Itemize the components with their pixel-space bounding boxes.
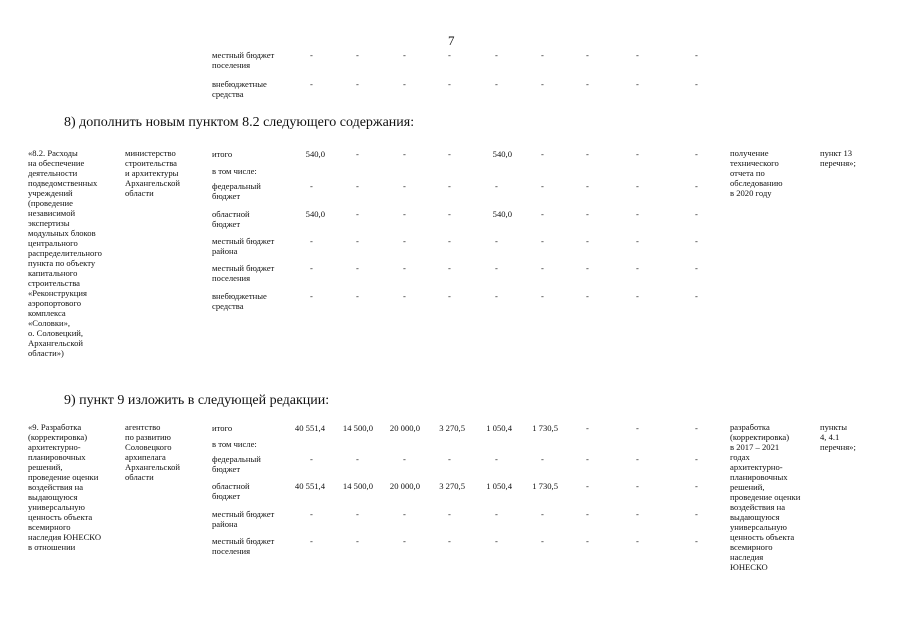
sec82-cell: 540,0	[305, 209, 325, 219]
sec82-cell: -	[403, 291, 406, 301]
sec82-cell: -	[695, 181, 698, 191]
sec9-cell: 20 000,0	[389, 481, 420, 491]
sec82-cell: -	[636, 291, 639, 301]
sec82-cell: -	[310, 291, 313, 301]
executor-8-2: министерство строительства и архитектуры Архангельской области	[125, 148, 180, 198]
sec9-cell: -	[636, 423, 639, 433]
sec82-cell: 540,0	[492, 209, 512, 219]
sec82-row-label: местный бюджет района	[212, 236, 275, 256]
sec9-cell: 20 000,0	[389, 423, 420, 433]
sec9-cell: -	[636, 454, 639, 464]
sec9-cell: -	[448, 536, 451, 546]
top-cell: -	[310, 50, 313, 60]
sec9-cell: -	[403, 509, 406, 519]
top-cell: -	[695, 50, 698, 60]
executor-9: агентство по развитию Соловецкого архипелага Архангельской области	[125, 422, 180, 482]
sec82-cell: 540,0	[305, 149, 325, 159]
sec82-cell: -	[695, 291, 698, 301]
top-cell: -	[636, 79, 639, 89]
sec9-cell: -	[356, 536, 359, 546]
sec82-cell: -	[448, 181, 451, 191]
sec9-cell: 40 551,4	[294, 481, 325, 491]
sec82-row-label: федеральный бюджет	[212, 181, 261, 201]
sec9-cell: -	[495, 454, 498, 464]
sec9-cell: 1 730,5	[532, 423, 558, 433]
sec9-row-label: федеральный бюджет	[212, 454, 261, 474]
page-number: 7	[448, 33, 455, 48]
sec9-cell: 40 551,4	[294, 423, 325, 433]
sec9-cell: -	[495, 509, 498, 519]
sec82-row-label: итого	[212, 149, 233, 159]
sec82-cell: -	[636, 263, 639, 273]
top-cell: -	[695, 79, 698, 89]
sec9-cell: -	[586, 509, 589, 519]
sec82-cell: -	[541, 209, 544, 219]
sec82-cell: 540,0	[492, 149, 512, 159]
sec82-cell: -	[541, 181, 544, 191]
sec82-cell: -	[448, 149, 451, 159]
heading-item-8: 8) дополнить новым пунктом 8.2 следующего содержания:	[64, 115, 415, 130]
sec9-cell: -	[695, 509, 698, 519]
top-cell: -	[403, 79, 406, 89]
measure-name-8-2: «8.2. Расходы на обеспечение деятельности подведомственных учреждений (проведение независимой экспертизы модульных блоков центрального распределительного пункта по объекту капитального строительства «Реконструкция аэропортового комплекса «Соловки», о. Соловецкий, Архангельской области»)	[28, 148, 102, 358]
sec82-cell: -	[448, 291, 451, 301]
sec9-cell: -	[541, 509, 544, 519]
sec82-cell: -	[541, 236, 544, 246]
top-cell: -	[448, 79, 451, 89]
sec82-cell: -	[586, 149, 589, 159]
sec82-row-label: внебюджетные средства	[212, 291, 267, 311]
result-8-2: получение технического отчета по обследованию в 2020 году	[730, 148, 783, 198]
sec82-cell: -	[636, 149, 639, 159]
result-9: разработка (корректировка) в 2017 – 2021 годах архитектурно- планировочных решений, проведение оценки воздействия на выдающуюся универсальную ценность объекта всемирного наследия ЮНЕСКО	[730, 422, 801, 572]
sec82-cell: -	[541, 291, 544, 301]
sec82-cell: -	[695, 149, 698, 159]
top-row-label: внебюджетные средства	[212, 79, 267, 99]
sec9-cell: -	[586, 423, 589, 433]
sec9-cell: -	[541, 536, 544, 546]
sec9-cell: 14 500,0	[342, 481, 373, 491]
sec82-cell: -	[636, 209, 639, 219]
top-cell: -	[448, 50, 451, 60]
sec82-cell: -	[356, 291, 359, 301]
sec9-row-label: местный бюджет поселения	[212, 536, 275, 556]
sec82-cell: -	[448, 263, 451, 273]
sec82-row-label: областной бюджет	[212, 209, 250, 229]
sec9-cell: 1 050,4	[486, 423, 512, 433]
sec9-cell: -	[356, 509, 359, 519]
sec82-cell: -	[356, 209, 359, 219]
top-cell: -	[495, 50, 498, 60]
sec82-cell: -	[586, 181, 589, 191]
sec9-cell: -	[403, 454, 406, 464]
sec9-cell: -	[310, 536, 313, 546]
top-cell: -	[310, 79, 313, 89]
sec82-cell: -	[403, 263, 406, 273]
sec82-cell: -	[495, 263, 498, 273]
sec9-cell: -	[636, 481, 639, 491]
top-row-label: местный бюджет поселения	[212, 50, 275, 70]
sec82-row-label: местный бюджет поселения	[212, 263, 275, 283]
sec9-cell: -	[695, 454, 698, 464]
sec82-cell: -	[356, 149, 359, 159]
sec9-cell: -	[448, 454, 451, 464]
sec82-cell: -	[695, 209, 698, 219]
top-cell: -	[356, 79, 359, 89]
sec82-cell: -	[403, 209, 406, 219]
sec82-cell: -	[586, 263, 589, 273]
sec9-cell: -	[310, 454, 313, 464]
top-cell: -	[541, 50, 544, 60]
sec82-cell: -	[495, 236, 498, 246]
sec82-cell: -	[495, 181, 498, 191]
sec82-cell: -	[586, 291, 589, 301]
sec9-row-label: областной бюджет	[212, 481, 250, 501]
top-cell: -	[586, 79, 589, 89]
sec82-cell: -	[586, 236, 589, 246]
sec9-cell: -	[586, 481, 589, 491]
measure-name-9: «9. Разработка (корректировка) архитектурно- планировочных решений, проведение оценки воздействия на выдающуюся универсальную ценность объекта всемирного наследия ЮНЕСКО в отношении	[28, 422, 102, 552]
top-cell: -	[586, 50, 589, 60]
top-cell: -	[356, 50, 359, 60]
sec82-cell: -	[403, 181, 406, 191]
sec82-cell: -	[636, 236, 639, 246]
sec9-cell: -	[636, 536, 639, 546]
sec82-cell: -	[356, 236, 359, 246]
sec82-cell: -	[310, 263, 313, 273]
top-cell: -	[403, 50, 406, 60]
sec9-cell: 1 730,5	[532, 481, 558, 491]
sec82-cell: -	[403, 236, 406, 246]
sec9-cell: 1 050,4	[486, 481, 512, 491]
sec9-cell: 3 270,5	[439, 481, 465, 491]
heading-item-9: 9) пункт 9 изложить в следующей редакции:	[64, 393, 330, 408]
sec82-cell: -	[695, 236, 698, 246]
sec9-cell: 14 500,0	[342, 423, 373, 433]
sec82-row-label: в том числе:	[212, 166, 257, 176]
sec9-cell: -	[695, 536, 698, 546]
sec9-row-label: итого	[212, 423, 233, 433]
sec82-cell: -	[356, 181, 359, 191]
top-cell: -	[541, 79, 544, 89]
sec82-cell: -	[448, 209, 451, 219]
sec82-cell: -	[448, 236, 451, 246]
sec9-cell: -	[636, 509, 639, 519]
reference-8-2: пункт 13 перечня»;	[820, 148, 856, 168]
sec9-cell: -	[495, 536, 498, 546]
sec82-cell: -	[695, 263, 698, 273]
sec9-cell: -	[695, 423, 698, 433]
sec9-row-label: в том числе:	[212, 439, 257, 449]
sec9-cell: -	[310, 509, 313, 519]
sec82-cell: -	[586, 209, 589, 219]
sec82-cell: -	[495, 291, 498, 301]
sec82-cell: -	[541, 263, 544, 273]
sec9-cell: -	[586, 536, 589, 546]
reference-9: пункты 4, 4.1 перечня»;	[820, 422, 856, 452]
sec9-cell: -	[403, 536, 406, 546]
sec9-cell: -	[541, 454, 544, 464]
sec9-cell: -	[448, 509, 451, 519]
sec9-cell: -	[356, 454, 359, 464]
top-cell: -	[495, 79, 498, 89]
sec82-cell: -	[541, 149, 544, 159]
sec82-cell: -	[310, 181, 313, 191]
sec82-cell: -	[403, 149, 406, 159]
sec9-row-label: местный бюджет района	[212, 509, 275, 529]
sec9-cell: 3 270,5	[439, 423, 465, 433]
sec9-cell: -	[586, 454, 589, 464]
sec82-cell: -	[356, 263, 359, 273]
sec9-cell: -	[695, 481, 698, 491]
top-cell: -	[636, 50, 639, 60]
sec82-cell: -	[636, 181, 639, 191]
sec82-cell: -	[310, 236, 313, 246]
